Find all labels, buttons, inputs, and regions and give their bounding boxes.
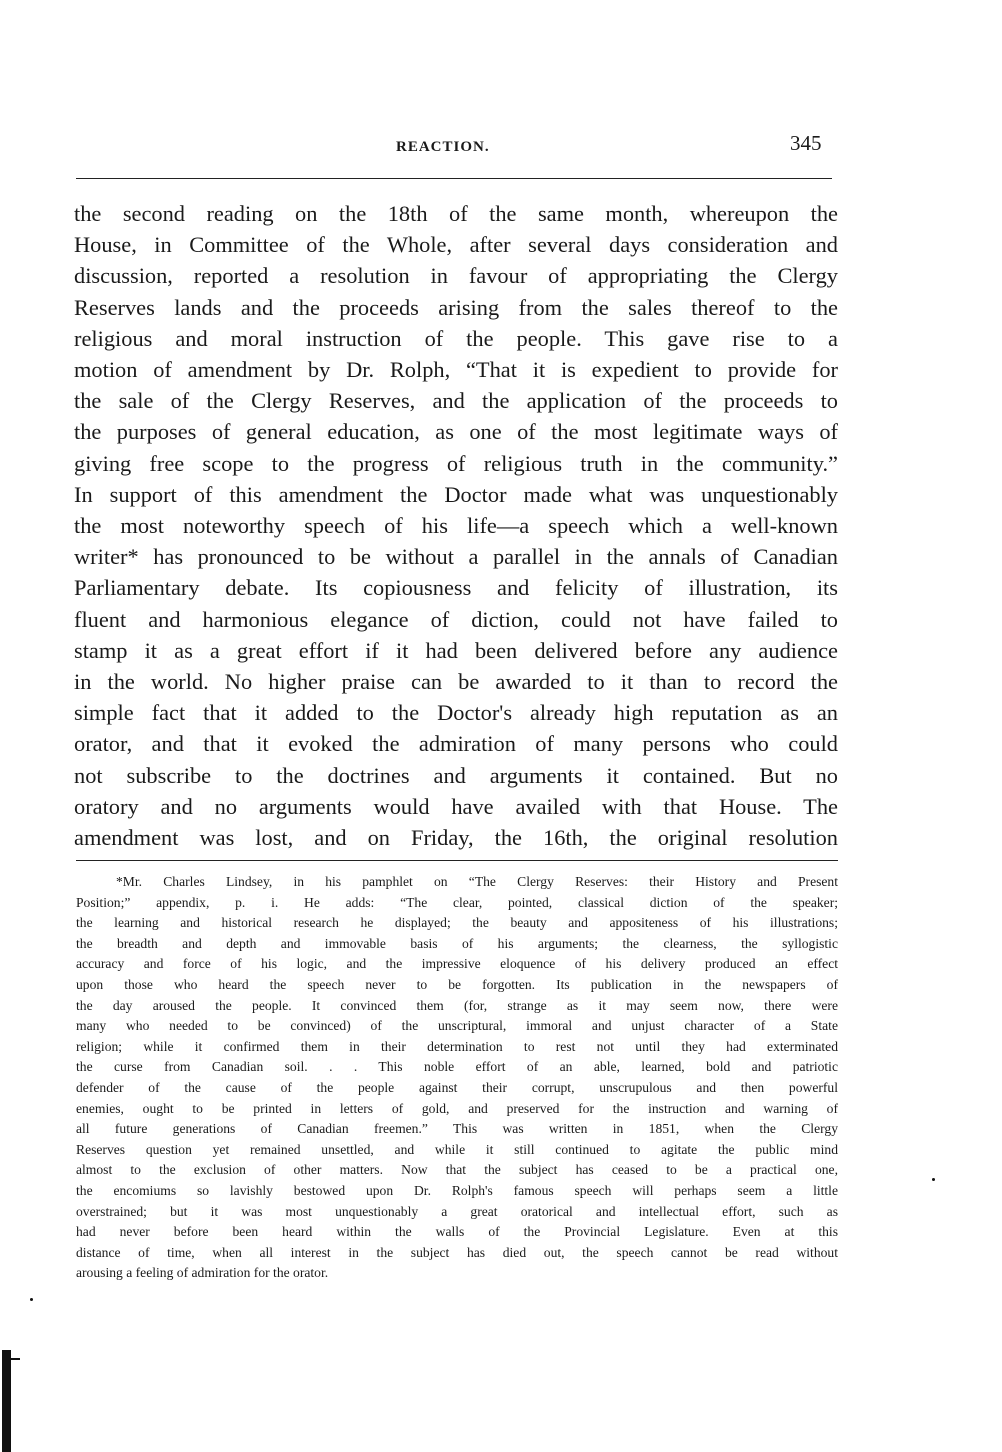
- body-line: religious and moral instruction of the people. This gave rise to a: [74, 325, 838, 351]
- body-line: fluent and harmonious elegance of diction, could not have failed to: [74, 606, 838, 632]
- body-line: not subscribe to the doctrines and arguments it contained. But no: [74, 762, 838, 788]
- footnote-line: upon those who heard the speech never to be forgotten. Its publication in the newspapers of: [76, 976, 838, 992]
- running-title: REACTION.: [396, 139, 490, 155]
- footnote-line: the breadth and depth and immovable basis of his arguments; the clearness, the syllogistic: [76, 935, 838, 951]
- footnote-line: arousing a feeling of admiration for the orator.: [76, 1265, 329, 1281]
- footnote-line: distance of time, when all interest in the subject has died out, the speech cannot be read without: [76, 1244, 838, 1260]
- footnote-line: Position;” appendix, p. i. He adds: “The clear, pointed, classical diction of the speaker;: [76, 894, 838, 910]
- body-line: Parliamentary debate. Its copiousness and felicity of illustration, its: [74, 575, 838, 601]
- footnote-line: *Mr. Charles Lindsey, in his pamphlet on “The Clergy Reserves: their History and Present: [116, 874, 838, 889]
- footnote-line: defender of the cause of the people against their corrupt, unscrupulous and then powerful: [76, 1079, 838, 1095]
- footnote: [76, 872, 838, 1284]
- body-line: orator, and that it evoked the admiration of many persons who could: [74, 731, 838, 757]
- scan-edge-tick: [11, 1358, 20, 1360]
- header-rule: [76, 178, 832, 179]
- scan-speck: [30, 1298, 33, 1301]
- footnote-rule: [76, 860, 838, 861]
- body-line: the second reading on the 18th of the same month, whereupon the: [74, 201, 838, 226]
- footnote-line: overstrained; but it was most unquestionably a great oratorical and intellectual effort, such as: [76, 1203, 838, 1219]
- footnote-line: enemies, ought to be printed in letters of gold, and preserved for the instruction and warning of: [76, 1100, 838, 1116]
- footnote-line: Reserves question yet remained unsettled, and while it still continued to agitate the public mind: [76, 1141, 838, 1157]
- footnote-line: almost to the exclusion of other matters. Now that the subject has ceased to be a practical one,: [76, 1162, 838, 1178]
- footnote-line: accuracy and force of his logic, and the impressive eloquence of his delivery produced an effect: [76, 956, 838, 972]
- scan-speck: [932, 1178, 935, 1181]
- body-line: Reserves lands and the proceeds arising from the sales thereof to the: [74, 294, 838, 320]
- body-text: [74, 198, 838, 853]
- body-line: simple fact that it added to the Doctor's already high reputation as an: [74, 700, 838, 726]
- body-line: the most noteworthy speech of his life—a speech which a well-known: [74, 513, 838, 539]
- scan-edge-bar: [2, 1350, 11, 1452]
- body-line: In support of this amendment the Doctor made what was unquestionably: [74, 481, 838, 507]
- page-number: 345: [790, 131, 822, 155]
- body-line: writer* has pronounced to be without a parallel in the annals of Canadian: [74, 544, 838, 570]
- body-line: giving free scope to the progress of religious truth in the community.”: [74, 450, 838, 476]
- body-line: House, in Committee of the Whole, after several days consideration and: [74, 232, 838, 258]
- body-line: discussion, reported a resolution in favour of appropriating the Clergy: [74, 263, 838, 289]
- body-line: amendment was lost, and on Friday, the 16th, the original resolution: [74, 825, 838, 851]
- footnote-line: the curse from Canadian soil. . . This noble effort of an able, learned, bold and patriotic: [76, 1059, 838, 1075]
- footnote-line: all future generations of Canadian freemen.” This was written in 1851, when the Clergy: [76, 1121, 838, 1137]
- body-line: in the world. No higher praise can be awarded to it than to record the: [74, 669, 838, 695]
- body-line: oratory and no arguments would have availed with that House. The: [74, 793, 838, 819]
- footnote-line: had never before been heard within the walls of the Provincial Legislature. Even at this: [76, 1224, 838, 1240]
- footnote-line: many who needed to be convinced) of the unscriptural, immoral and unjust character of a State: [76, 1018, 838, 1034]
- footnote-line: the encomiums so lavishly bestowed upon Dr. Rolph's famous speech will perhaps seem a little: [76, 1182, 838, 1198]
- running-head: [0, 131, 1002, 165]
- body-line: the sale of the Clergy Reserves, and the application of the proceeds to: [74, 388, 838, 414]
- body-line: stamp it as a great effort if it had been delivered before any audience: [74, 637, 838, 663]
- footnote-line: the learning and historical research he displayed; the beauty and appositeness of his illustrations;: [76, 915, 838, 931]
- footnote-line: the day aroused the people. It convinced them (for, strange as it may seem now, there were: [76, 997, 838, 1013]
- body-line: motion of amendment by Dr. Rolph, “That it is expedient to provide for: [74, 357, 838, 383]
- body-line: the purposes of general education, as one of the most legitimate ways of: [74, 419, 838, 445]
- footnote-line: religion; while it confirmed them in their determination to rest not until they had exterminated: [76, 1038, 838, 1054]
